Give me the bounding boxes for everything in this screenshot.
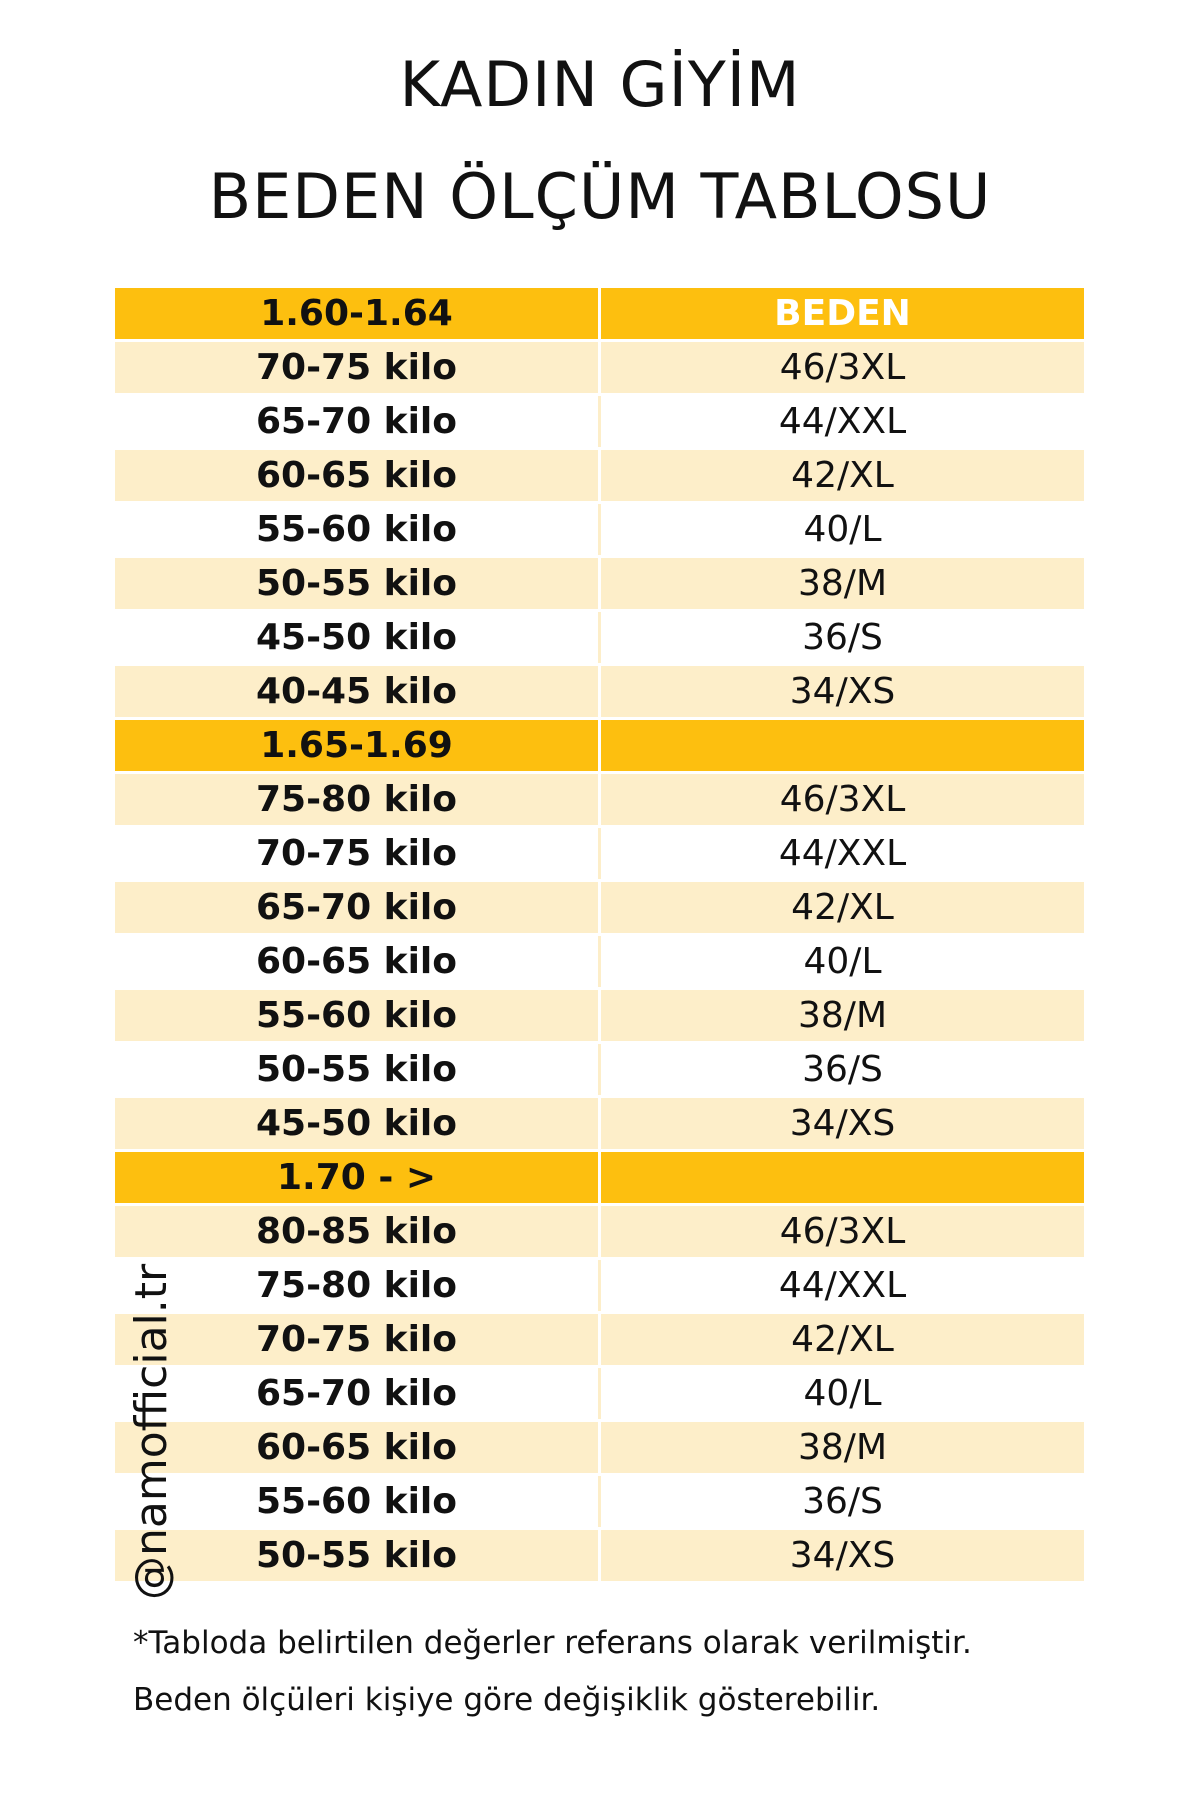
- weight-cell: 70-75 kilo: [115, 1313, 600, 1367]
- size-cell: 44/XXL: [600, 395, 1085, 449]
- size-cell: 40/L: [600, 935, 1085, 989]
- table-row: [115, 1313, 1084, 1367]
- size-cell: 34/XS: [600, 665, 1085, 719]
- size-cell: 34/XS: [600, 1529, 1085, 1583]
- table-row: [115, 503, 1084, 557]
- weight-cell: 60-65 kilo: [115, 449, 600, 503]
- group-header-row: [115, 1151, 1084, 1205]
- size-cell: 38/M: [600, 557, 1085, 611]
- weight-cell: 50-55 kilo: [115, 1043, 600, 1097]
- height-range-cell: 1.60-1.64: [115, 288, 600, 341]
- height-range-cell: 1.65-1.69: [115, 719, 600, 773]
- size-cell: 46/3XL: [600, 773, 1085, 827]
- size-column-header: [600, 719, 1085, 773]
- instagram-handle-watermark: @namofficial.tr: [126, 1263, 177, 1600]
- size-chart-table: [115, 288, 1084, 1584]
- size-cell: 40/L: [600, 503, 1085, 557]
- size-cell: 44/XXL: [600, 1259, 1085, 1313]
- weight-cell: 65-70 kilo: [115, 881, 600, 935]
- table-row: [115, 1421, 1084, 1475]
- weight-cell: 45-50 kilo: [115, 1097, 600, 1151]
- table-row: [115, 881, 1084, 935]
- size-cell: 38/M: [600, 989, 1085, 1043]
- size-cell: 36/S: [600, 1043, 1085, 1097]
- footnote-line-1: *Tabloda belirtilen değerler referans olarak verilmiştir.: [133, 1625, 972, 1661]
- table-row: [115, 665, 1084, 719]
- size-cell: 42/XL: [600, 1313, 1085, 1367]
- weight-cell: 55-60 kilo: [115, 989, 600, 1043]
- weight-cell: 80-85 kilo: [115, 1205, 600, 1259]
- group-header-row: [115, 288, 1084, 341]
- weight-cell: 70-75 kilo: [115, 341, 600, 395]
- table-row: [115, 611, 1084, 665]
- table-row: [115, 935, 1084, 989]
- size-cell: 44/XXL: [600, 827, 1085, 881]
- table-row: [115, 557, 1084, 611]
- table-row: [115, 1475, 1084, 1529]
- table-row: [115, 341, 1084, 395]
- table-row: [115, 1205, 1084, 1259]
- weight-cell: 70-75 kilo: [115, 827, 600, 881]
- page-title-line-2: BEDEN ÖLÇÜM TABLOSU: [208, 160, 992, 233]
- weight-cell: 75-80 kilo: [115, 773, 600, 827]
- table-row: [115, 1043, 1084, 1097]
- table-row: [115, 1097, 1084, 1151]
- weight-cell: 65-70 kilo: [115, 395, 600, 449]
- weight-cell: 55-60 kilo: [115, 503, 600, 557]
- table-row: [115, 1367, 1084, 1421]
- height-range-cell: 1.70 - >: [115, 1151, 600, 1205]
- table-row: [115, 395, 1084, 449]
- size-cell: 46/3XL: [600, 1205, 1085, 1259]
- weight-cell: 55-60 kilo: [115, 1475, 600, 1529]
- weight-cell: 50-55 kilo: [115, 557, 600, 611]
- footnote-line-2: Beden ölçüleri kişiye göre değişiklik gösterebilir.: [133, 1682, 881, 1718]
- weight-cell: 50-55 kilo: [115, 1529, 600, 1583]
- table-row: [115, 449, 1084, 503]
- weight-cell: 40-45 kilo: [115, 665, 600, 719]
- size-cell: 40/L: [600, 1367, 1085, 1421]
- size-column-header: BEDEN: [600, 288, 1085, 341]
- weight-cell: 60-65 kilo: [115, 935, 600, 989]
- size-column-header: [600, 1151, 1085, 1205]
- size-cell: 42/XL: [600, 449, 1085, 503]
- table-row: [115, 989, 1084, 1043]
- size-cell: 42/XL: [600, 881, 1085, 935]
- size-cell: 46/3XL: [600, 341, 1085, 395]
- table-row: [115, 1529, 1084, 1583]
- table-row: [115, 1259, 1084, 1313]
- page-title-line-1: KADIN GİYİM: [399, 48, 801, 121]
- weight-cell: 65-70 kilo: [115, 1367, 600, 1421]
- size-cell: 36/S: [600, 611, 1085, 665]
- weight-cell: 60-65 kilo: [115, 1421, 600, 1475]
- group-header-row: [115, 719, 1084, 773]
- size-cell: 38/M: [600, 1421, 1085, 1475]
- size-cell: 36/S: [600, 1475, 1085, 1529]
- weight-cell: 75-80 kilo: [115, 1259, 600, 1313]
- table-row: [115, 773, 1084, 827]
- size-cell: 34/XS: [600, 1097, 1085, 1151]
- weight-cell: 45-50 kilo: [115, 611, 600, 665]
- table-row: [115, 827, 1084, 881]
